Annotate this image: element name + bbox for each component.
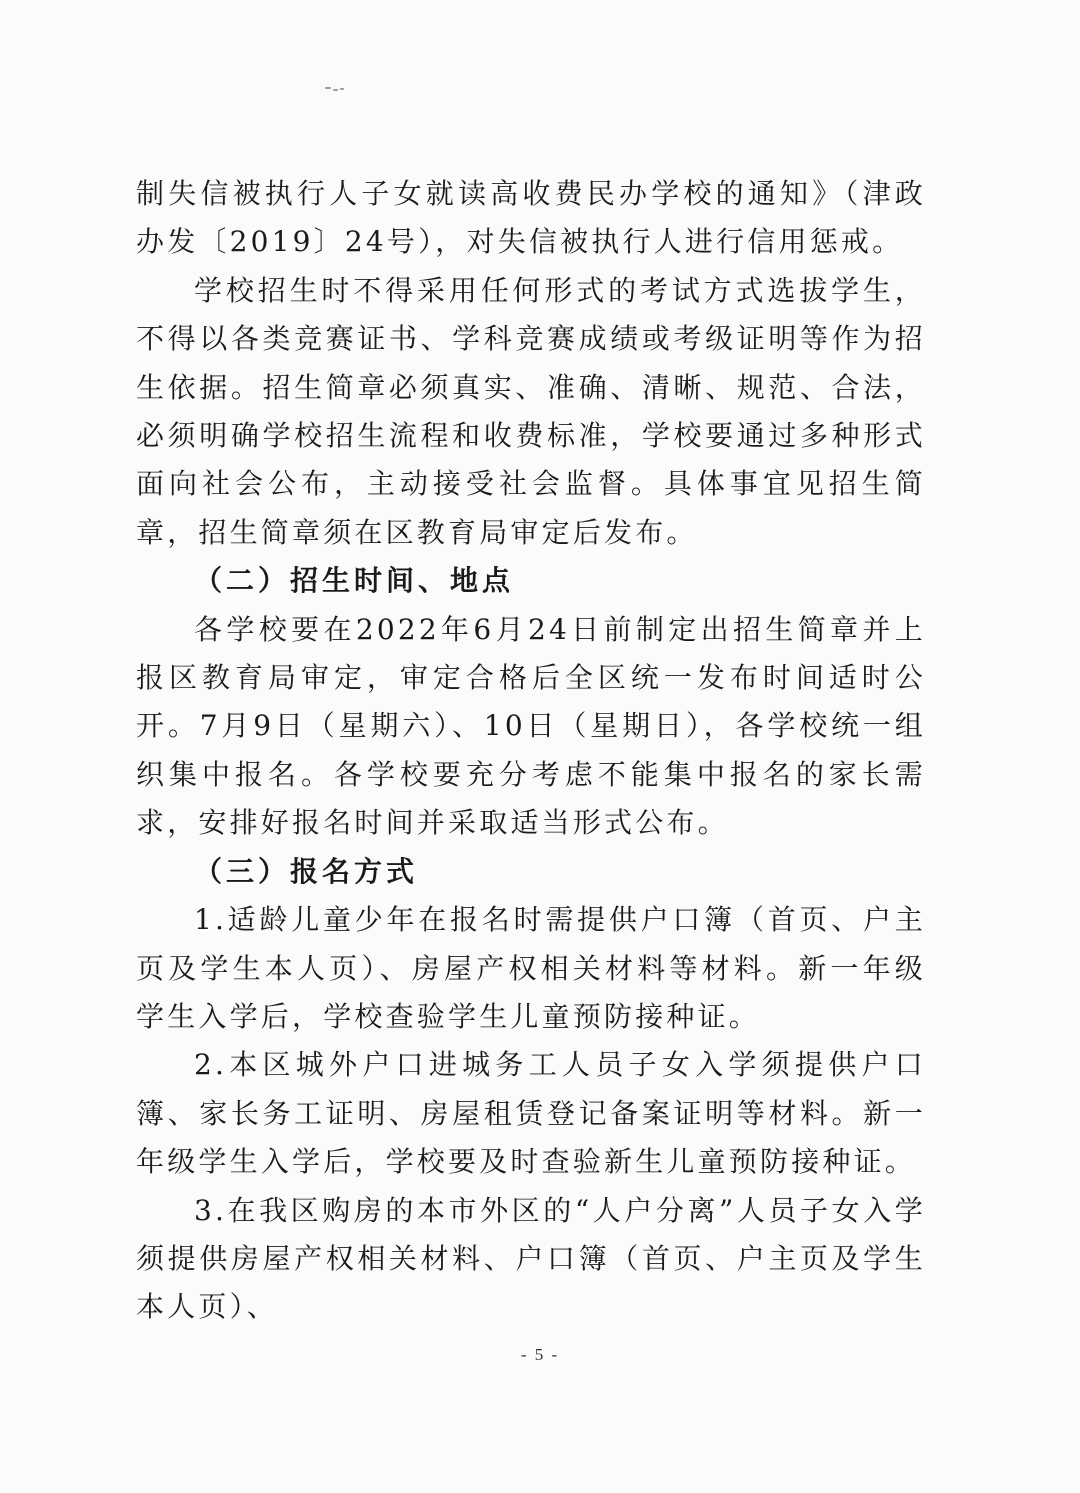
page-number: - 5 - [520,1345,560,1364]
paragraph-registration-item-2: 2.本区城外户口进城务工人员子女入学须提供户口簿、家长务工证明、房屋租赁登记备案证明等材料。新一年级学生入学后，学校要及时查验新生儿童预防接种证。 [136,1048,926,1179]
section-heading-time-place: （二）招生时间、地点 [194,564,515,598]
paragraph-registration-item-1: 1.适龄儿童少年在报名时需提供户口簿（首页、户主页及学生本人页）、房屋产权相关材料等材料。新一年级学生入学后，学校查验学生儿童预防接种证。 [136,903,926,1033]
paragraph-registration-item-3: 3.在我区购房的本市外区的“人户分离”人员子女入学须提供房屋产权相关材料、户口簿（首页、户主页及学生本人页）、 [136,1193,926,1324]
paragraph-admission-rules: 学校招生时不得采用任何形式的考试方式选拔学生，不得以各类竞赛证书、学科竞赛成绩或考级证明等作为招生依据。招生简章必须真实、准确、清晰、规范、合法，必须明确学校招生流程和收费标准，学校要通过多种形式面向社会公布，主动接受社会监督。具体事宜见招生简章，招生简章须在区教育局审定后发布。 [136,273,926,549]
section-heading-registration: （三）报名方式 [194,854,419,888]
scan-speck [325,86,347,92]
paragraph-continuation: 制失信被执行人子女就读高收费民办学校的通知》（津政办发〔2019〕24号），对失信被执行人进行信用惩戒。 [136,177,926,259]
paragraph-time-place: 各学校要在2022年6月24日前制定出招生简章并上报区教育局审定，审定合格后全区统一发布时间适时公开。7月9日（星期六）、10日（星期日），各学校统一组织集中报名。各学校要充分考虑不能集中报名的家长需求，安排好报名时间并采取适当形式公布。 [136,612,926,840]
document-body [136,170,926,1332]
